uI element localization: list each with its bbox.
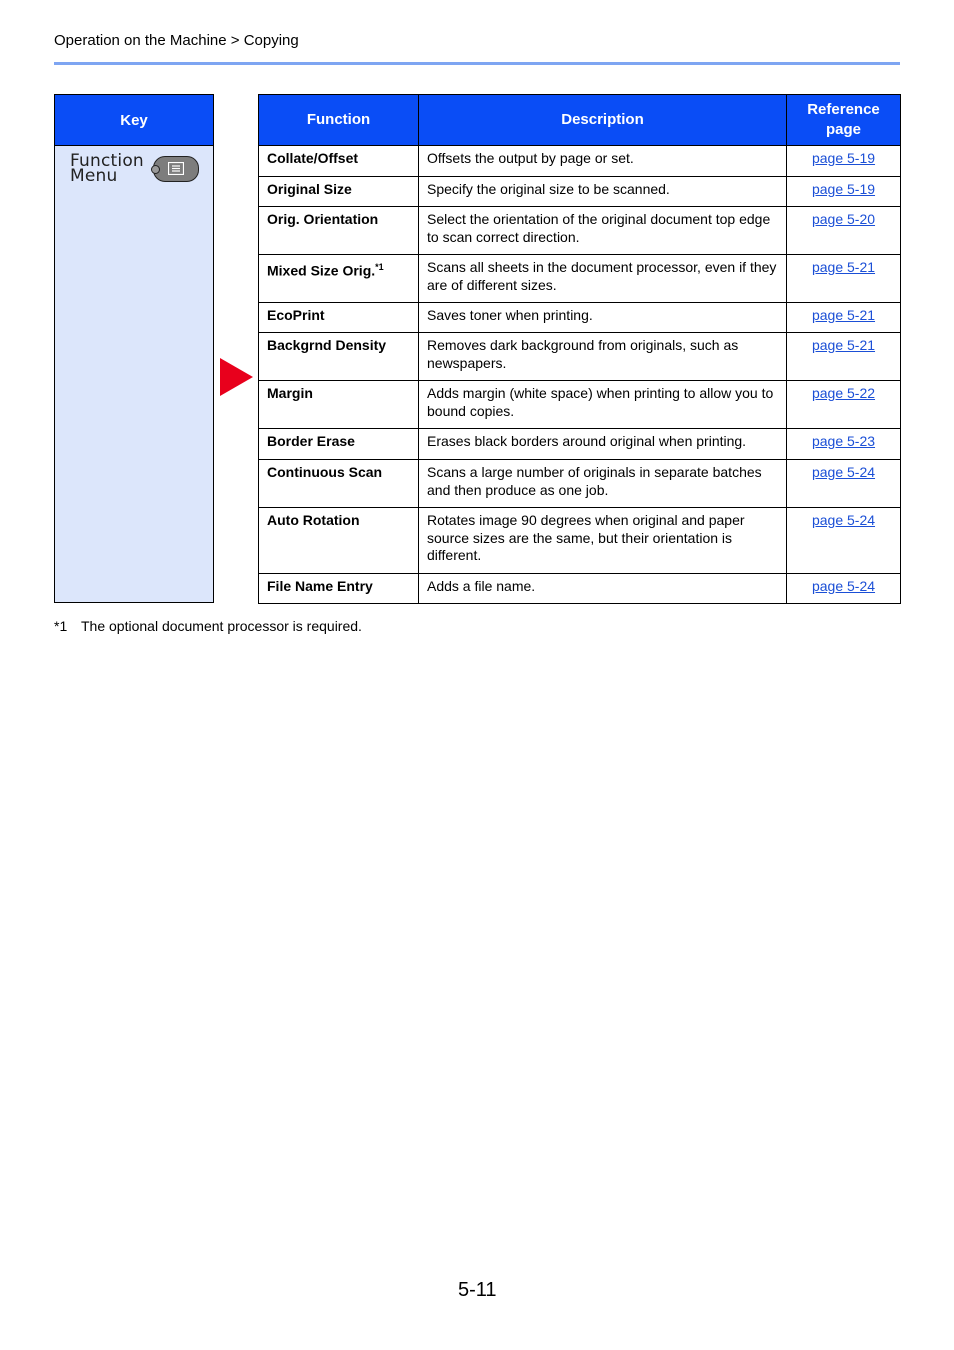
column-header-function: Function [259, 95, 419, 146]
key-panel [54, 94, 214, 604]
reference-link[interactable]: page 5-21 [811, 259, 876, 275]
footnote [54, 618, 362, 634]
table-row [259, 146, 901, 177]
table-row [259, 255, 901, 303]
function-name: Original Size [267, 181, 352, 197]
reference-link[interactable]: page 5-24 [811, 578, 876, 594]
reference-cell [787, 333, 901, 381]
function-cell [259, 574, 419, 604]
footnote-marker: *1 [375, 262, 384, 272]
description-cell: Erases black borders around original when printing. [419, 429, 787, 460]
table-row [259, 207, 901, 255]
menu-list-icon [168, 162, 184, 175]
reference-cell [787, 255, 901, 303]
table-row [259, 574, 901, 604]
column-header-reference: Reference page [787, 95, 901, 146]
description-cell: Scans a large number of originals in separate batches and then produce as one job. [419, 460, 787, 508]
description-cell: Select the orientation of the original document top edge to scan correct direction. [419, 207, 787, 255]
description-cell: Adds a file name. [419, 574, 787, 604]
reference-cell [787, 508, 901, 574]
description-cell: Scans all sheets in the document processor, even if they are of different sizes. [419, 255, 787, 303]
page-number: 5-11 [458, 1279, 497, 1301]
function-name: Margin [267, 385, 313, 401]
function-cell [259, 207, 419, 255]
reference-link[interactable]: page 5-20 [811, 211, 876, 227]
reference-cell [787, 177, 901, 207]
function-cell [259, 508, 419, 574]
reference-cell [787, 146, 901, 177]
function-cell [259, 429, 419, 460]
indicator-led-icon [151, 165, 160, 174]
function-cell [259, 460, 419, 508]
function-cell [259, 381, 419, 429]
table-row [259, 177, 901, 207]
function-name: Auto Rotation [267, 512, 360, 528]
function-menu-label [70, 151, 144, 186]
function-name: Collate/Offset [267, 150, 359, 166]
reference-link[interactable]: page 5-23 [811, 433, 876, 449]
table-header-row [259, 95, 901, 146]
reference-cell [787, 303, 901, 333]
function-menu-label-line2: Menu [70, 166, 118, 186]
function-cell [259, 255, 419, 303]
column-header-description: Description [419, 95, 787, 146]
function-cell [259, 303, 419, 333]
table-row [259, 429, 901, 460]
reference-link[interactable]: page 5-24 [811, 512, 876, 528]
breadcrumb: Operation on the Machine > Copying [54, 32, 299, 49]
function-menu-label-line1: Function [70, 151, 144, 171]
header-rule [54, 62, 900, 65]
footnote-text: The optional document processor is required. [81, 618, 362, 634]
function-name: Mixed Size Orig. [267, 262, 376, 279]
function-menu-key-icon [153, 156, 199, 182]
table-row [259, 508, 901, 574]
key-header: Key [54, 94, 214, 146]
table-row [259, 381, 901, 429]
function-name: Continuous Scan [267, 464, 383, 480]
reference-link[interactable]: page 5-19 [811, 150, 876, 166]
description-cell: Specify the original size to be scanned. [419, 177, 787, 207]
function-name: EcoPrint [267, 307, 325, 323]
function-table [258, 94, 901, 604]
description-cell: Offsets the output by page or set. [419, 146, 787, 177]
description-cell: Rotates image 90 degrees when original and paper source sizes are the same, but their orientation is different. [419, 508, 787, 574]
description-cell: Removes dark background from originals, such as newspapers. [419, 333, 787, 381]
function-name: Orig. Orientation [267, 211, 379, 227]
function-name: File Name Entry [267, 578, 373, 594]
key-body [54, 146, 214, 603]
red-triangle-arrow-icon [220, 358, 253, 396]
function-cell [259, 177, 419, 207]
function-cell [259, 333, 419, 381]
reference-link[interactable]: page 5-24 [811, 464, 876, 480]
reference-cell [787, 574, 901, 604]
reference-link[interactable]: page 5-21 [811, 337, 876, 353]
reference-cell [787, 460, 901, 508]
reference-link[interactable]: page 5-22 [811, 385, 876, 401]
function-cell [259, 146, 419, 177]
description-cell: Saves toner when printing. [419, 303, 787, 333]
reference-cell [787, 207, 901, 255]
reference-link[interactable]: page 5-19 [811, 181, 876, 197]
footnote-mark: *1 [54, 618, 68, 634]
function-name: Border Erase [267, 433, 355, 449]
function-name: Backgrnd Density [267, 337, 387, 353]
reference-link[interactable]: page 5-21 [811, 307, 876, 323]
table-row [259, 333, 901, 381]
table-row [259, 303, 901, 333]
description-cell: Adds margin (white space) when printing to allow you to bound copies. [419, 381, 787, 429]
reference-cell [787, 381, 901, 429]
table-row [259, 460, 901, 508]
reference-cell [787, 429, 901, 460]
